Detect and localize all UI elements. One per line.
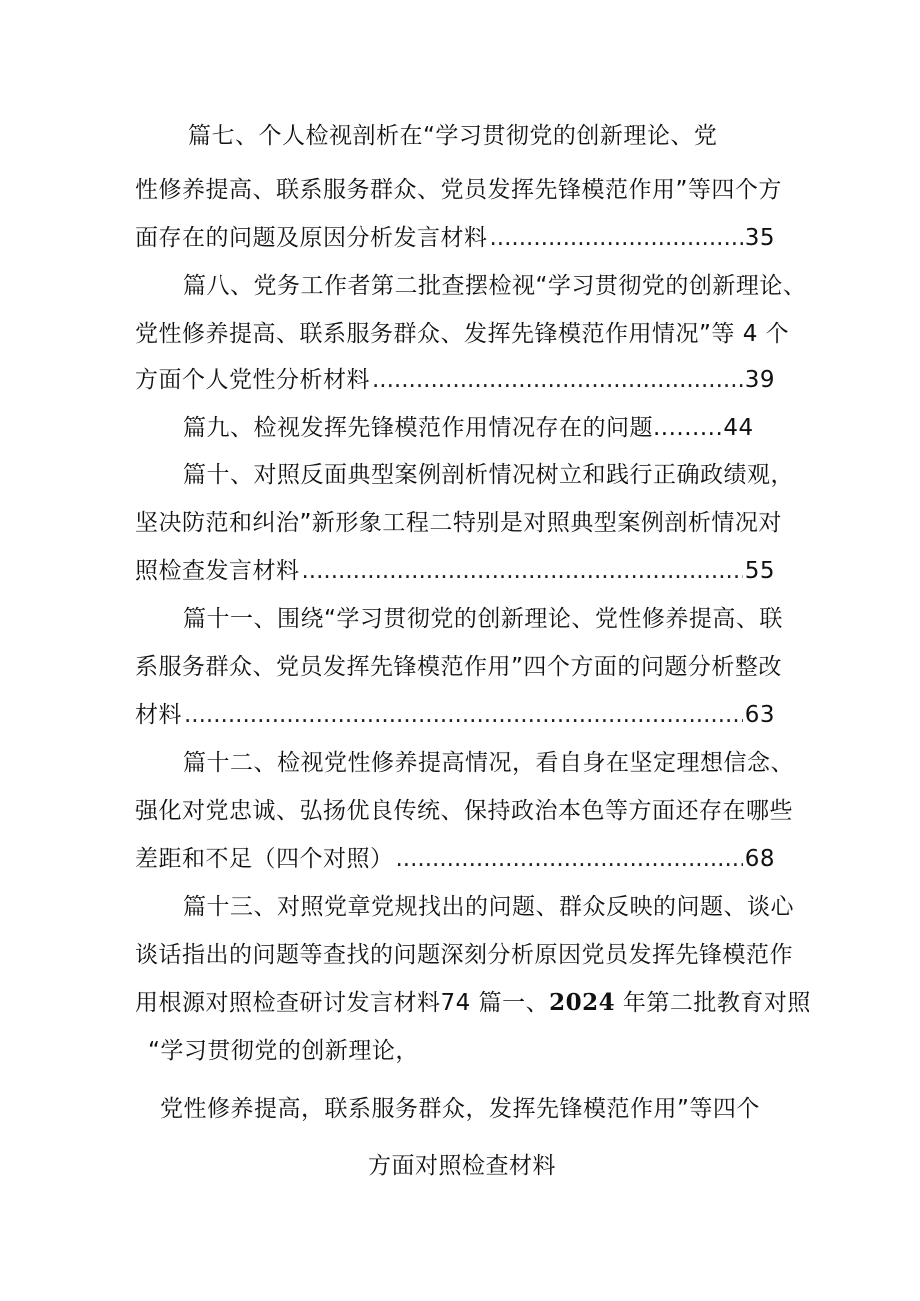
toc-leader-dots: [302, 555, 743, 587]
toc-entry-10-line3[interactable]: [135, 555, 775, 587]
toc-entry-7-page: 35: [744, 225, 775, 251]
toc-leader-dots: [184, 699, 743, 731]
toc-entry-7-line3[interactable]: [135, 222, 775, 254]
toc-entry-13-line3[interactable]: [135, 987, 811, 1019]
toc-entry-10-page: 55: [744, 558, 775, 584]
toc-entry-9-page: 44: [723, 415, 754, 441]
toc-entry-9-title: 篇九、检视发挥先锋模范作用情况存在的问题.........: [183, 415, 724, 441]
toc-entry-8-line1: 篇八、党务工作者第二批查摆检视“学习贯彻党的创新理论、: [183, 273, 807, 299]
toc-entry-11-title-end: 材料: [135, 702, 182, 728]
toc-entry-8-line3[interactable]: [135, 364, 775, 396]
toc-entry-10-line2: 坚决防范和纠治”新形象工程二特别是对照典型案例剖析情况对: [135, 510, 782, 536]
toc-entry-7-line1: 篇七、个人检视剖析在“学习贯彻党的创新理论、党: [188, 123, 718, 149]
toc-entry-13-line3-pre: 用根源对照检查研讨发言材料74 篇一、: [135, 990, 550, 1016]
toc-entry-12-title-end: 差距和不足（四个对照）: [135, 846, 394, 872]
toc-entry-13-year: 2024: [549, 989, 616, 1016]
toc-entry-12-page: 68: [744, 846, 775, 872]
article-heading-line3: 方面对照检查材料: [368, 1153, 556, 1179]
article-heading-line2: 党性修养提高，联系服务群众，发挥先锋模范作用”等四个: [160, 1096, 760, 1122]
toc-entry-10-title-end: 照检查发言材料: [135, 558, 300, 584]
toc-entry-11-line3[interactable]: [135, 699, 775, 731]
toc-entry-10-line1: 篇十、对照反面典型案例剖析情况树立和践行正确政绩观，: [183, 462, 794, 488]
toc-entry-12-line1: 篇十二、检视党性修养提高情况，看自身在坚定理想信念、: [183, 750, 794, 776]
toc-entry-12-line2: 强化对党忠诚、弘扬优良传统、保持政治本色等方面还存在哪些: [135, 798, 793, 824]
toc-leader-dots: [490, 222, 743, 254]
toc-entry-13-line1: 篇十三、对照党章党规找出的问题、群众反映的问题、谈心: [183, 894, 794, 920]
toc-entry-11-page: 63: [744, 702, 775, 728]
toc-entry-9[interactable]: [183, 412, 754, 444]
toc-entry-13-line3-post: 年第二批教育对照: [615, 990, 811, 1016]
toc-entry-8-page: 39: [744, 367, 775, 393]
toc-entry-7-title-end: 面存在的问题及原因分析发言材料: [135, 225, 488, 251]
toc-entry-11-line2: 系服务群众、党员发挥先锋模范作用”四个方面的问题分析整改: [135, 654, 782, 680]
toc-entry-11-line1: 篇十一、围绕“学习贯彻党的创新理论、党性修养提高、联: [183, 606, 783, 632]
toc-entry-13-line2: 谈话指出的问题等查找的问题深刻分析原因党员发挥先锋模范作: [135, 942, 793, 968]
toc-entry-8-title-end: 方面个人党性分析材料: [135, 367, 370, 393]
toc-entry-8-line2: 党性修养提高、联系服务群众、发挥先锋模范作用情况”等 4 个: [135, 321, 790, 347]
toc-leader-dots: [396, 843, 743, 875]
toc-leader-dots: [372, 364, 743, 396]
article-heading-line1: “学习贯彻党的创新理论，: [148, 1038, 419, 1064]
toc-entry-7-line2: 性修养提高、联系服务群众、党员发挥先锋模范作用”等四个方: [135, 177, 782, 203]
toc-entry-12-line3[interactable]: [135, 843, 775, 875]
